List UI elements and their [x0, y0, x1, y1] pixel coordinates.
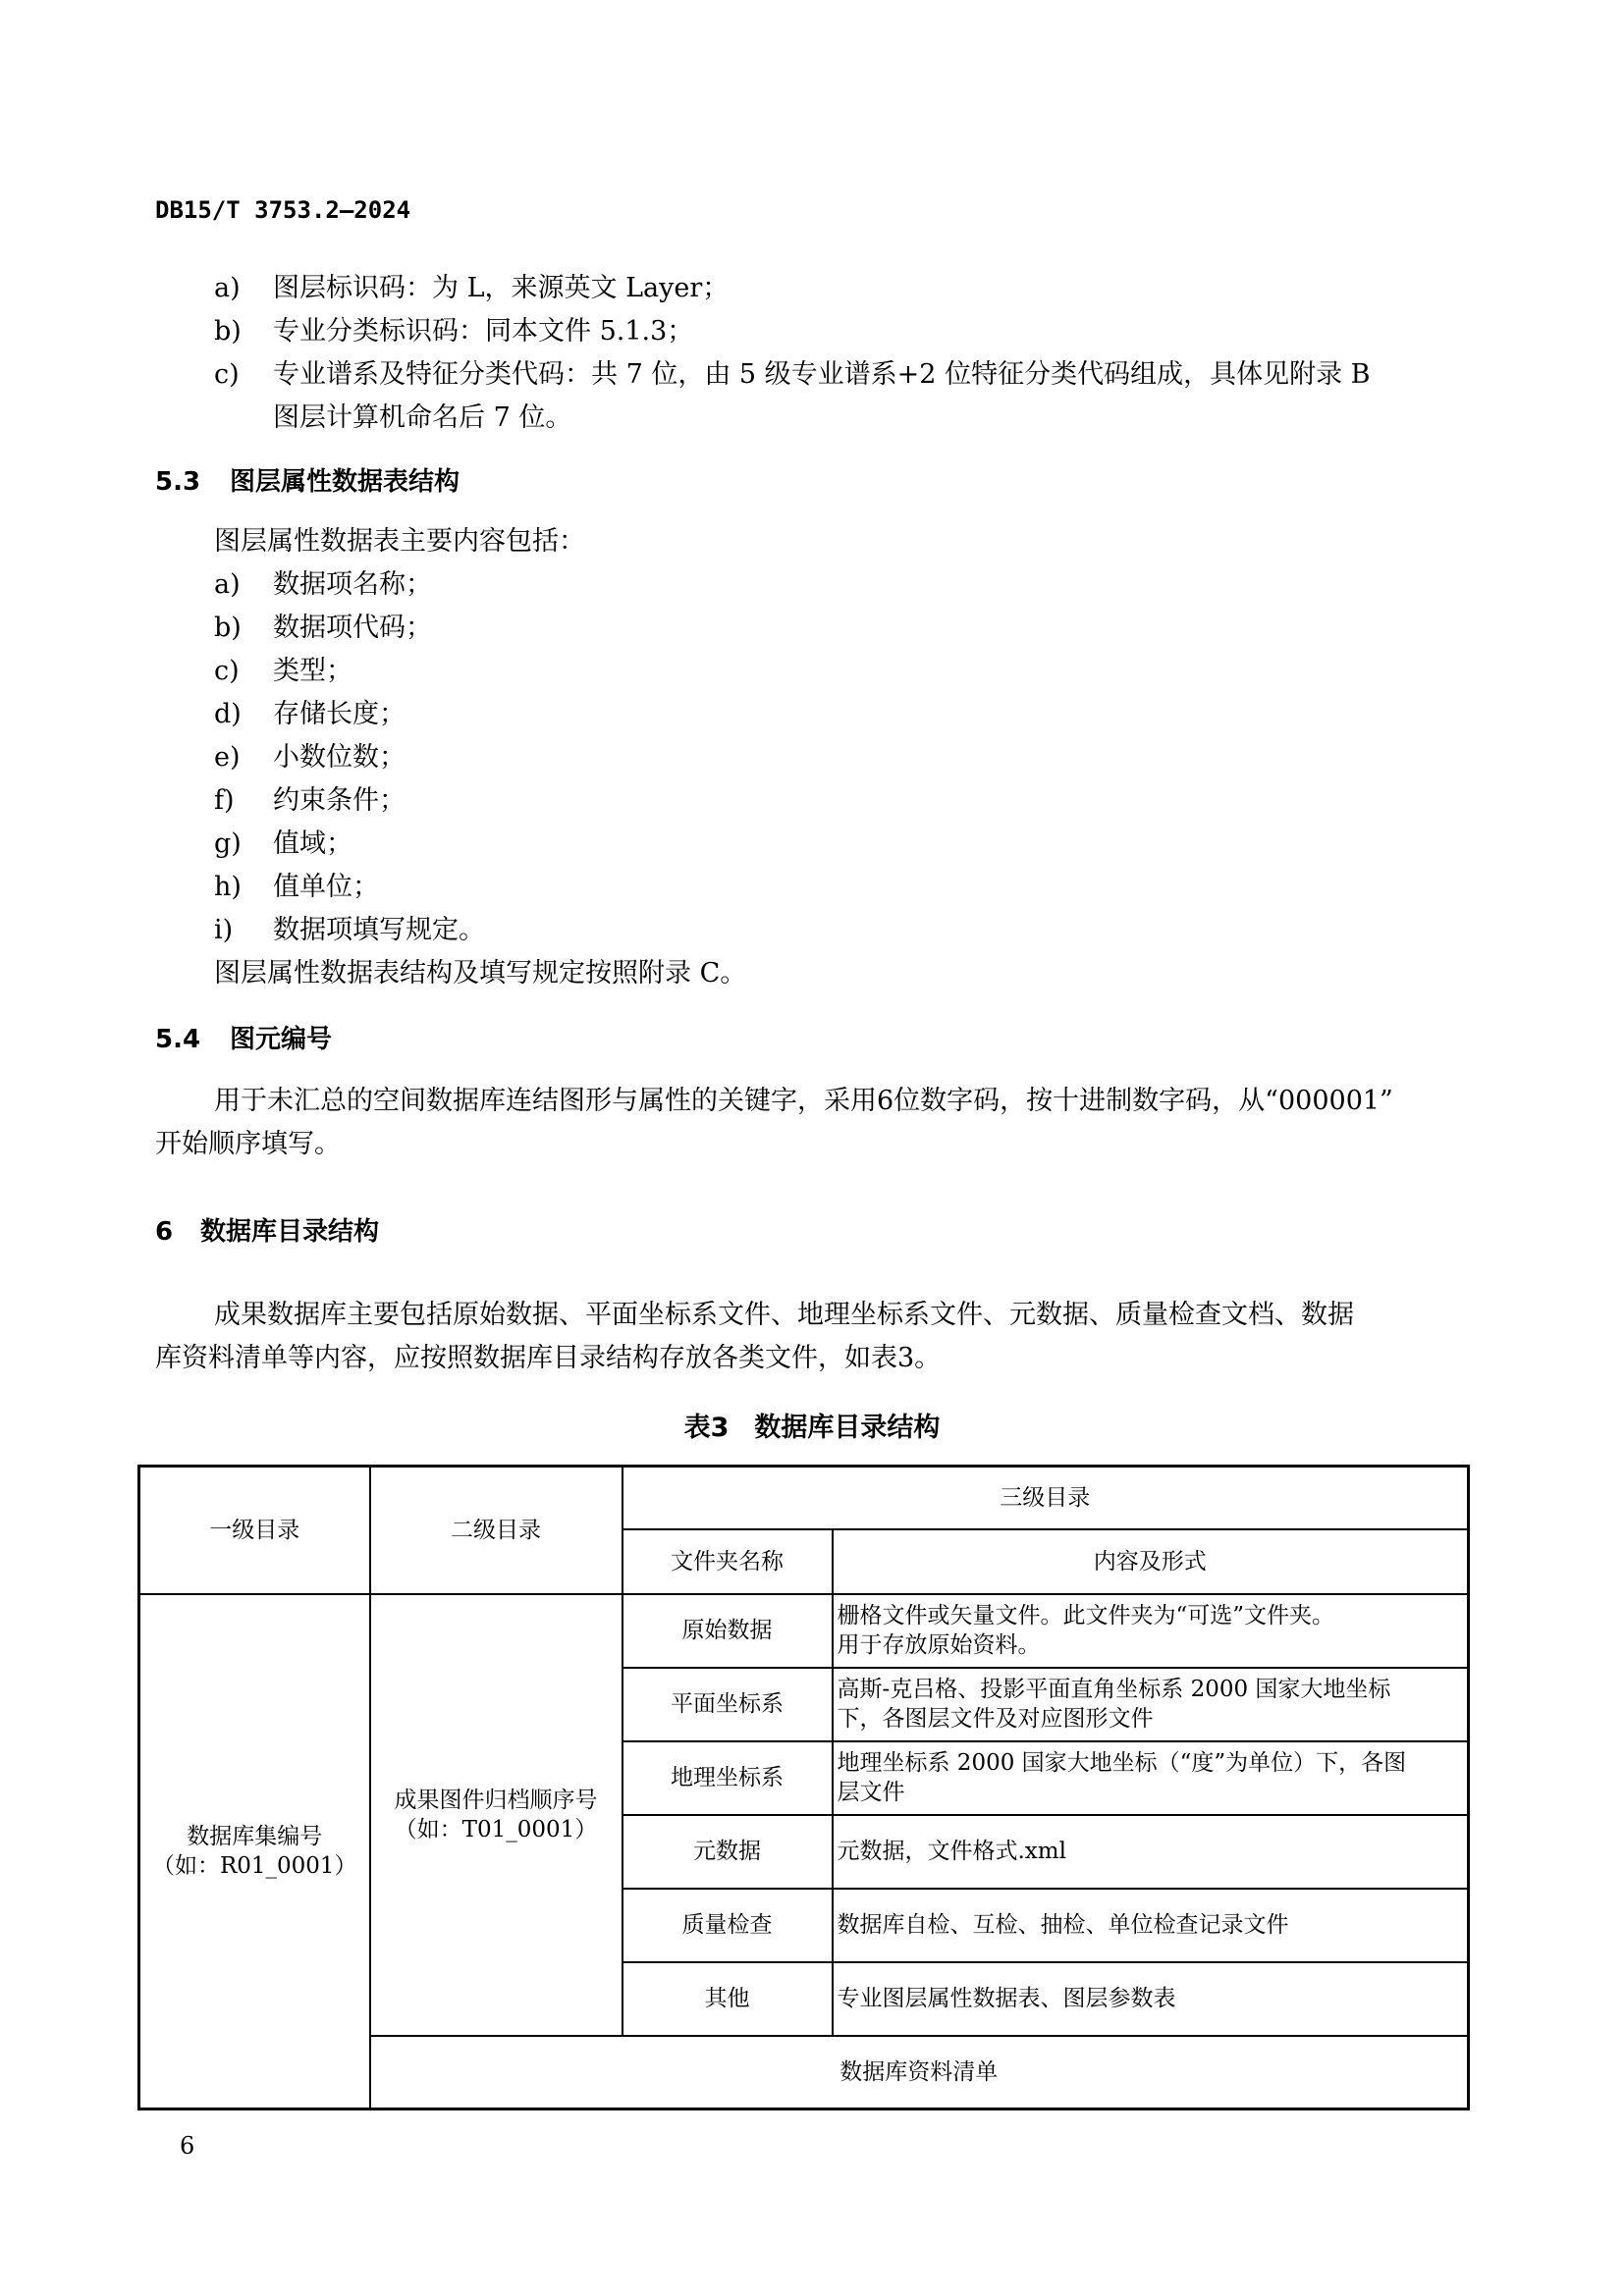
list-item-label: i): [214, 915, 234, 945]
section-heading-6: [155, 1211, 379, 1248]
list-item: [214, 607, 432, 650]
content-cell: [833, 1741, 1469, 1815]
list-item-label: g): [214, 828, 242, 859]
list-item-text: 值单位；: [273, 872, 379, 902]
section-heading-5-3: [155, 461, 460, 498]
level1-cell: [139, 1594, 370, 2109]
paragraph-intro: 图层属性数据表主要内容包括：: [214, 526, 585, 557]
list-item-label: e): [214, 742, 241, 773]
list-item: [214, 267, 729, 310]
list-item-label: c): [214, 656, 240, 686]
list-item-label: a): [214, 569, 241, 600]
header-level2: 二级目录: [370, 1467, 623, 1594]
table-header-row: [139, 1467, 1469, 1529]
table-caption-title: 数据库目录结构: [754, 1413, 941, 1443]
list-item-label: c): [214, 359, 240, 390]
list-item-text: 值域；: [273, 828, 352, 859]
content-line: 层文件: [837, 1780, 905, 1805]
content-line: 用于存放原始资料。: [837, 1632, 1041, 1658]
content-line: 栅格文件或矢量文件。此文件夹为“可选”文件夹。: [837, 1603, 1335, 1629]
folder-name-cell: 地理坐标系: [623, 1741, 833, 1815]
folder-name-cell: 质量检查: [623, 1889, 833, 1962]
level1-name: 数据库集编号: [187, 1823, 323, 1849]
list-item: [214, 909, 485, 952]
list-item-text: 约束条件；: [273, 785, 406, 816]
directory-structure-table: [137, 1465, 1470, 2110]
folder-name-cell: 元数据: [623, 1815, 833, 1889]
list-item: [214, 866, 379, 909]
section-title: 图元编号: [230, 1025, 333, 1054]
section-number: 5.4: [155, 1025, 201, 1054]
list-item-label: d): [214, 699, 242, 729]
paragraph-line: 库资料清单等内容，应按照数据库目录结构存放各类文件，如表3。: [155, 1343, 942, 1373]
header-level1: 一级目录: [139, 1467, 370, 1594]
level1-example: （如：R01_0001）: [151, 1852, 357, 1879]
paragraph-line: 用于未汇总的空间数据库连结图形与属性的关键字，采用6位数字码，按十进制数字码，从“000001”: [214, 1086, 1393, 1116]
folder-name-cell: 其他: [623, 1962, 833, 2036]
level2-cell: [370, 1594, 623, 2036]
list-item-text: 数据项代码；: [273, 613, 432, 643]
page-number: 6: [180, 2132, 195, 2160]
paragraph-outro: 图层属性数据表结构及填写规定按照附录 C。: [214, 958, 747, 988]
content-line: 高斯-克吕格、投影平面直角坐标系 2000 国家大地坐标: [837, 1677, 1391, 1702]
header-content-form: 内容及形式: [833, 1529, 1469, 1594]
inventory-cell: 数据库资料清单: [370, 2036, 1469, 2109]
table-row: [139, 1594, 1469, 1668]
content-line: 下，各图层文件及对应图形文件: [837, 1706, 1154, 1732]
list-item: [214, 823, 352, 866]
content-cell: 数据库自检、互检、抽检、单位检查记录文件: [833, 1889, 1469, 1962]
list-item-text: 图层标识码：为 L，来源英文 Layer；: [273, 273, 730, 303]
table-caption-number: 表3: [683, 1413, 730, 1443]
list-item: [214, 693, 406, 736]
list-item-text: 存储长度；: [273, 699, 406, 729]
list-item-text: 类型；: [273, 656, 352, 686]
list-item: [214, 650, 352, 693]
list-item-label: b): [214, 316, 242, 347]
folder-name-cell: 平面坐标系: [623, 1668, 833, 1741]
list-item: [214, 563, 432, 607]
content-cell: 元数据，文件格式.xml: [833, 1815, 1469, 1889]
list-item-text: 专业分类标识码：同本文件 5.1.3；: [273, 316, 694, 347]
folder-name-cell: 原始数据: [623, 1594, 833, 1668]
paragraph-line: 成果数据库主要包括原始数据、平面坐标系文件、地理坐标系文件、元数据、质量检查文档、数据: [214, 1300, 1354, 1330]
content-cell: 专业图层属性数据表、图层参数表: [833, 1962, 1469, 2036]
list-item-text: 小数位数；: [273, 742, 406, 773]
level2-name: 成果图件归档顺序号: [394, 1787, 598, 1813]
paragraph-line: 开始顺序填写。: [155, 1129, 341, 1159]
table-caption: [0, 1406, 1624, 1444]
header-level3: 三级目录: [623, 1467, 1469, 1529]
content-cell: [833, 1668, 1469, 1741]
list-item: [214, 736, 406, 779]
list-item-label: f): [214, 785, 235, 816]
list-item: [214, 779, 406, 823]
list-item-label: h): [214, 872, 242, 902]
list-item-label: b): [214, 613, 242, 643]
section-number: 5.3: [155, 467, 201, 497]
content-cell: [833, 1594, 1469, 1668]
list-item-text: 数据项名称；: [273, 569, 432, 600]
section-heading-5-4: [155, 1019, 332, 1055]
list-item: [214, 353, 1371, 397]
level2-example: （如：T01_0001）: [394, 1816, 598, 1842]
section-number: 6: [155, 1217, 174, 1247]
header-folder-name: 文件夹名称: [623, 1529, 833, 1594]
list-item-text: 专业谱系及特征分类代码：共 7 位，由 5 级专业谱系+2 位特征分类代码组成，具体见附录 B: [273, 359, 1371, 390]
document-id-header: DB15/T 3753.2—2024: [155, 196, 411, 224]
list-item-continuation: 图层计算机命名后 7 位。: [273, 402, 572, 433]
list-item-text: 数据项填写规定。: [273, 915, 485, 945]
section-title: 数据库目录结构: [200, 1217, 380, 1247]
list-item: [214, 310, 693, 353]
content-line: 地理坐标系 2000 国家大地坐标（“度”为单位）下，各图: [837, 1750, 1407, 1776]
list-item-label: a): [214, 273, 241, 303]
section-title: 图层属性数据表结构: [230, 467, 460, 497]
